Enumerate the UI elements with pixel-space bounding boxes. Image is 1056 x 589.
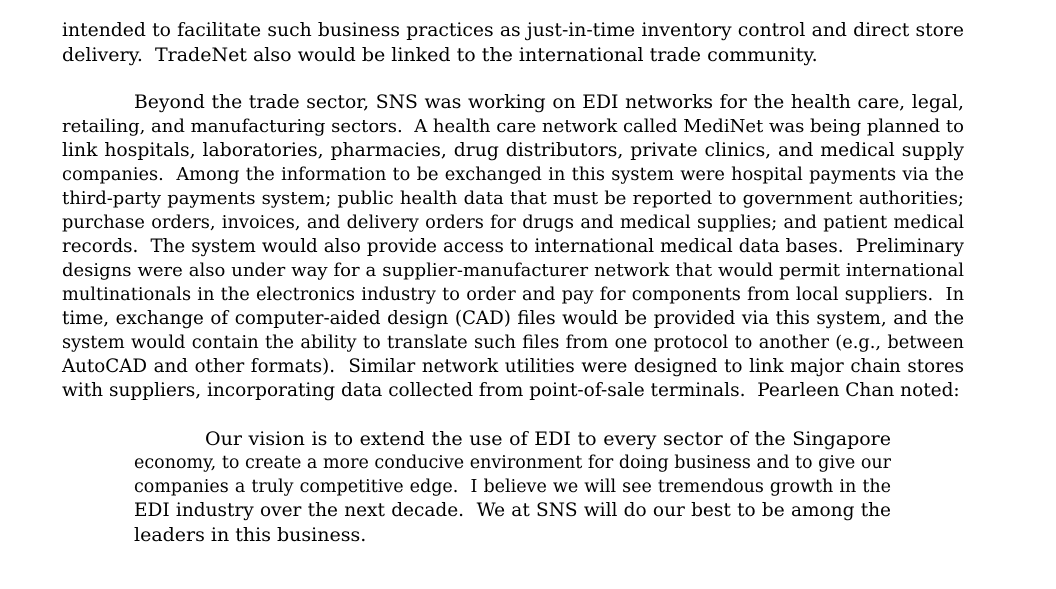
text-line: multinationals in the electronics industry to order and pay for components from local suppliers. In [62,285,964,305]
text-line: purchase orders, invoices, and delivery orders for drugs and medical supplies; and patient medical [62,213,964,233]
text-line: system would contain the ability to translate such files from one protocol to another (e.g., between [62,333,964,353]
text-line: delivery. TradeNet also would be linked to the international trade community. [62,44,818,66]
text-line: time, exchange of computer-aided design (CAD) files would be provided via this system, and the [62,308,964,329]
text-line: retailing, and manufacturing sectors. A health care network called MediNet was being planned to [62,116,964,137]
text-line: AutoCAD and other formats). Similar network utilities were designed to link major chain stores [62,356,964,377]
text-line: designs were also under way for a supplier-manufacturer network that would permit international [62,260,964,281]
text-line: with suppliers, incorporating data collected from point-of-sale terminals. Pearleen Chan noted: [62,380,960,401]
text-line: link hospitals, laboratories, pharmacies, drug distributors, private clinics, and medical supply [62,140,964,161]
quote-line: economy, to create a more conducive environment for doing business and to give our [134,453,891,473]
quote-line: leaders in this business. [134,524,367,546]
quote-line: EDI industry over the next decade. We at SNS will do our best to be among the [134,500,891,521]
text-line: intended to facilitate such business practices as just-in-time inventory control and direct store [62,20,964,41]
text-line: records. The system would also provide access to international medical data bases. Preliminary [62,236,964,257]
text-line: Beyond the trade sector, SNS was working on EDI networks for the health care, legal, [134,92,964,113]
quote-line: companies a truly competitive edge. I believe we will see tremendous growth in the [134,477,891,497]
text-line: third-party payments system; public health data that must be reported to government authorities; [62,188,964,209]
text-line: companies. Among the information to be exchanged in this system were hospital payments via the [62,165,964,185]
quote-line: Our vision is to extend the use of EDI to every sector of the Singapore [205,428,891,450]
